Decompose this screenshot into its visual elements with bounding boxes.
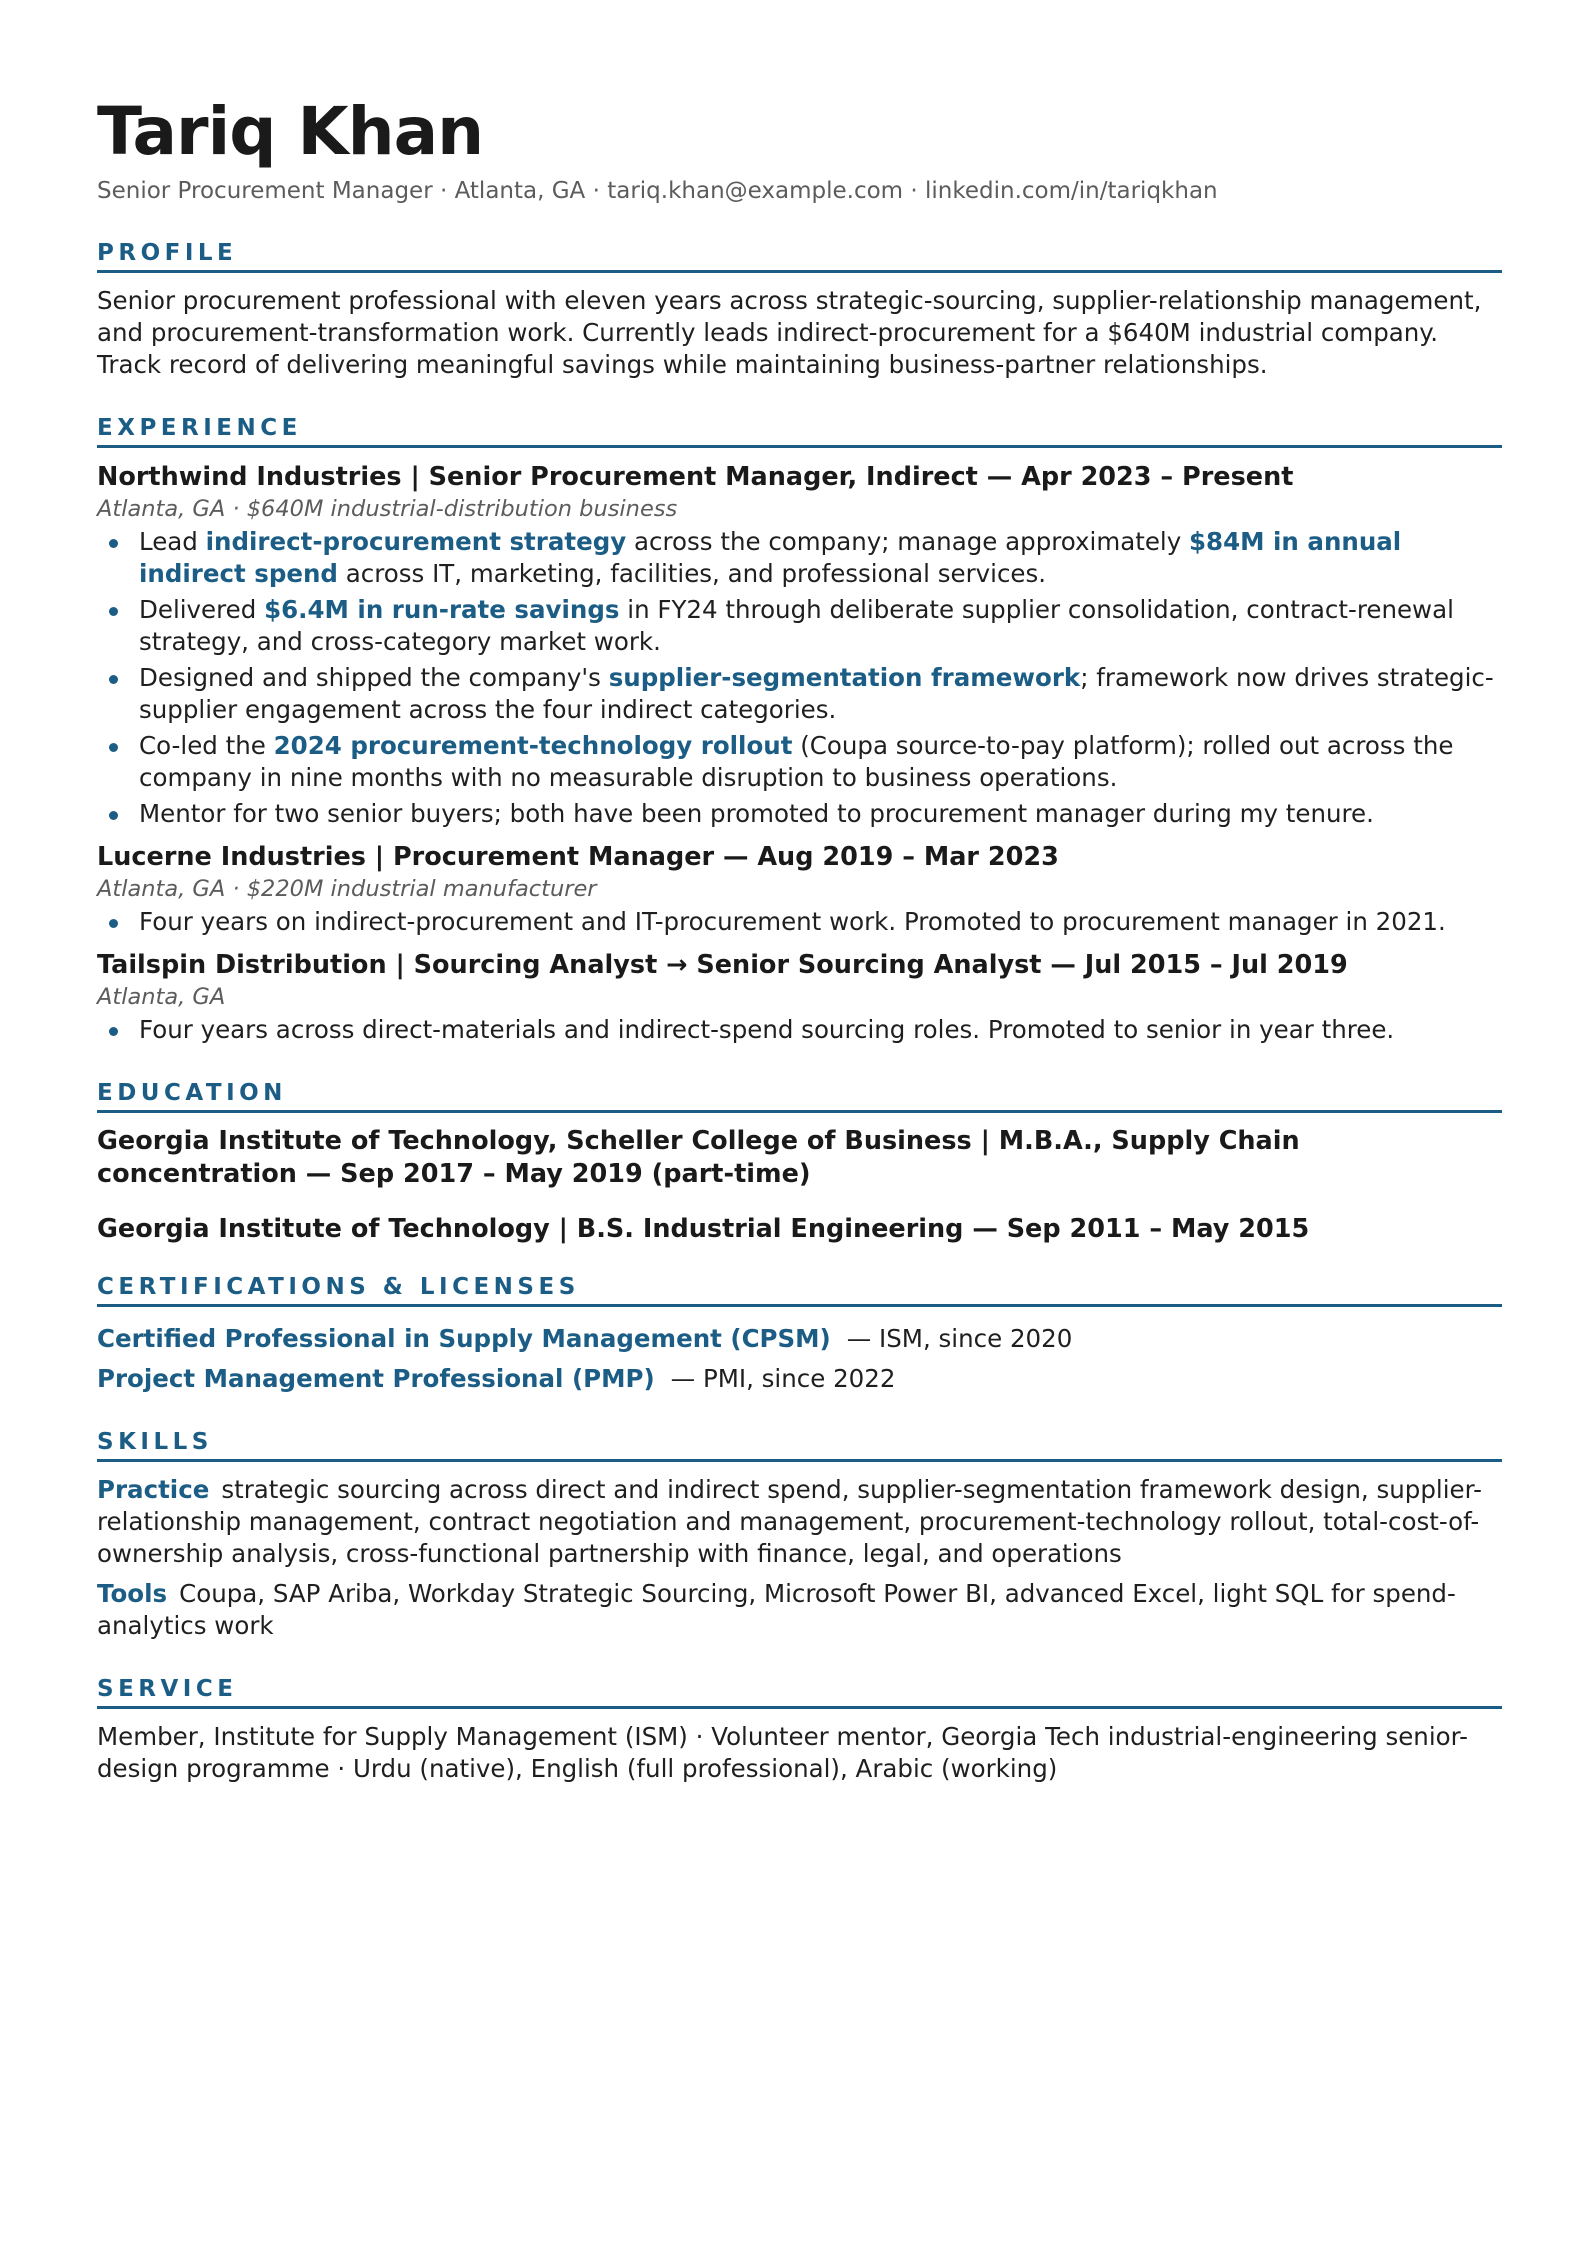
bullet-text: Lead (139, 527, 206, 556)
skill-label: Tools (97, 1579, 168, 1608)
education-item: Georgia Institute of Technology, Scheller College of Business | M.B.A., Supply Chain concentration — Sep 2017 – May 2019 (part-time) (97, 1126, 1300, 1189)
skill-row (97, 1474, 1502, 1570)
bullet-dot-icon (109, 743, 118, 752)
bullet-item (97, 526, 1502, 590)
job-meta: Atlanta, GA (97, 984, 226, 1010)
candidate-name: Tariq Khan (97, 93, 484, 170)
bullet-text: Mentor for two senior buyers; both have been promoted to procurement manager during my tenure. (139, 799, 1374, 828)
skill-label: Practice (97, 1475, 210, 1504)
profile-heading: PROFILE (97, 240, 1502, 273)
education-heading: EDUCATION (97, 1080, 1502, 1113)
job-title: Northwind Industries | Senior Procurement Manager, Indirect — Apr 2023 – Present (97, 462, 1294, 492)
education-list (97, 1125, 1502, 1246)
bullet-item (97, 730, 1502, 794)
certification-name: Project Management Professional (PMP) (97, 1364, 655, 1393)
bullet-dot-icon (109, 539, 118, 548)
job-bullets (97, 526, 1502, 830)
highlight-text: supplier-segmentation framework (608, 663, 1081, 692)
skills-heading: SKILLS (97, 1429, 1502, 1462)
bullet-dot-icon (109, 811, 118, 820)
bullet-item (97, 906, 1502, 938)
bullet-text: (Coupa source-to-pay platform); rolled out across the company in nine months with no measurable disruption to business operations. (139, 731, 1454, 792)
job-meta: Atlanta, GA · $640M industrial-distribution business (97, 496, 678, 522)
skill-text: Coupa, SAP Ariba, Workday Strategic Sourcing, Microsoft Power BI, advanced Excel, light SQL for spend-analytics work (97, 1579, 1456, 1640)
certifications-list (97, 1319, 1502, 1399)
job-entry (97, 948, 1502, 1046)
skills-list (97, 1474, 1502, 1642)
bullet-text: Designed and shipped the company's (139, 663, 609, 692)
job-entry (97, 840, 1502, 938)
certification-name: Certified Professional in Supply Management (CPSM) (97, 1324, 831, 1353)
bullet-text: ; framework now drives strategic-supplier engagement across the four indirect categories. (139, 663, 1494, 724)
bullet-text: Four years on indirect-procurement and IT-procurement work. Promoted to procurement manager in 2021. (139, 907, 1446, 936)
bullet-dot-icon (109, 919, 118, 928)
bullet-dot-icon (109, 1027, 118, 1036)
skill-row (97, 1578, 1502, 1642)
bullet-text: across IT, marketing, facilities, and professional services. (337, 559, 1047, 588)
service-heading: SERVICE (97, 1676, 1502, 1709)
bullet-text: Co-led the (139, 731, 274, 760)
bullet-item (97, 662, 1502, 726)
bullet-text: Four years across direct-materials and indirect-spend sourcing roles. Promoted to senior in year three. (139, 1015, 1395, 1044)
job-title: Lucerne Industries | Procurement Manager — Aug 2019 – Mar 2023 (97, 842, 1059, 872)
highlight-text: $6.4M in run-rate savings (264, 595, 620, 624)
profile-summary: Senior procurement professional with eleven years across strategic-sourcing, supplier-relationship management, and procurement-transformation work. Currently leads indirect-procurement for a $640M industrial company. Track record of delivering meaningful savings while maintaining business-partner relationships. (97, 286, 1482, 379)
highlight-text: 2024 procurement-technology rollout (273, 731, 793, 760)
highlight-text: indirect-procurement strategy (205, 527, 627, 556)
bullet-item (97, 594, 1502, 658)
certifications-heading: CERTIFICATIONS & LICENSES (97, 1274, 1502, 1307)
bullet-text: Delivered (139, 595, 265, 624)
job-entry (97, 460, 1502, 830)
certification-detail: — ISM, since 2020 (846, 1324, 1073, 1353)
job-title: Tailspin Distribution | Sourcing Analyst → Senior Sourcing Analyst — Jul 2015 – Jul 2019 (97, 950, 1348, 980)
certification-item (97, 1319, 1502, 1359)
contact-line: Senior Procurement Manager · Atlanta, GA · tariq.khan@example.com · linkedin.com/in/tariqkhan (97, 178, 1218, 204)
job-bullets (97, 1014, 1502, 1046)
skill-text: strategic sourcing across direct and indirect spend, supplier-segmentation framework design, supplier-relationship management, contract negotiation and management, procurement-technology rollout, total-cost-of-ownership analysis, cross-functional partnership with finance, legal, and operations (97, 1475, 1482, 1568)
education-item: Georgia Institute of Technology | B.S. Industrial Engineering — Sep 2011 – May 2015 (97, 1214, 1310, 1244)
bullet-text: across the company; manage approximately (626, 527, 1189, 556)
job-bullets (97, 906, 1502, 938)
experience-list (97, 460, 1502, 1046)
service-text: Member, Institute for Supply Management (ISM) · Volunteer mentor, Georgia Tech industrial-engineering senior-design programme · Urdu (native), English (full professional), Arabic (working) (97, 1722, 1468, 1783)
certification-detail: — PMI, since 2022 (670, 1364, 896, 1393)
bullet-text: in FY24 through deliberate supplier consolidation, contract-renewal strategy, and cross-category market work. (139, 595, 1454, 656)
job-meta: Atlanta, GA · $220M industrial manufacturer (97, 876, 597, 902)
bullet-dot-icon (109, 607, 118, 616)
certification-item (97, 1359, 1502, 1399)
highlight-text: $84M in annual indirect spend (139, 527, 1402, 588)
bullet-item (97, 798, 1502, 830)
bullet-dot-icon (109, 675, 118, 684)
experience-heading: EXPERIENCE (97, 415, 1502, 448)
bullet-item (97, 1014, 1502, 1046)
